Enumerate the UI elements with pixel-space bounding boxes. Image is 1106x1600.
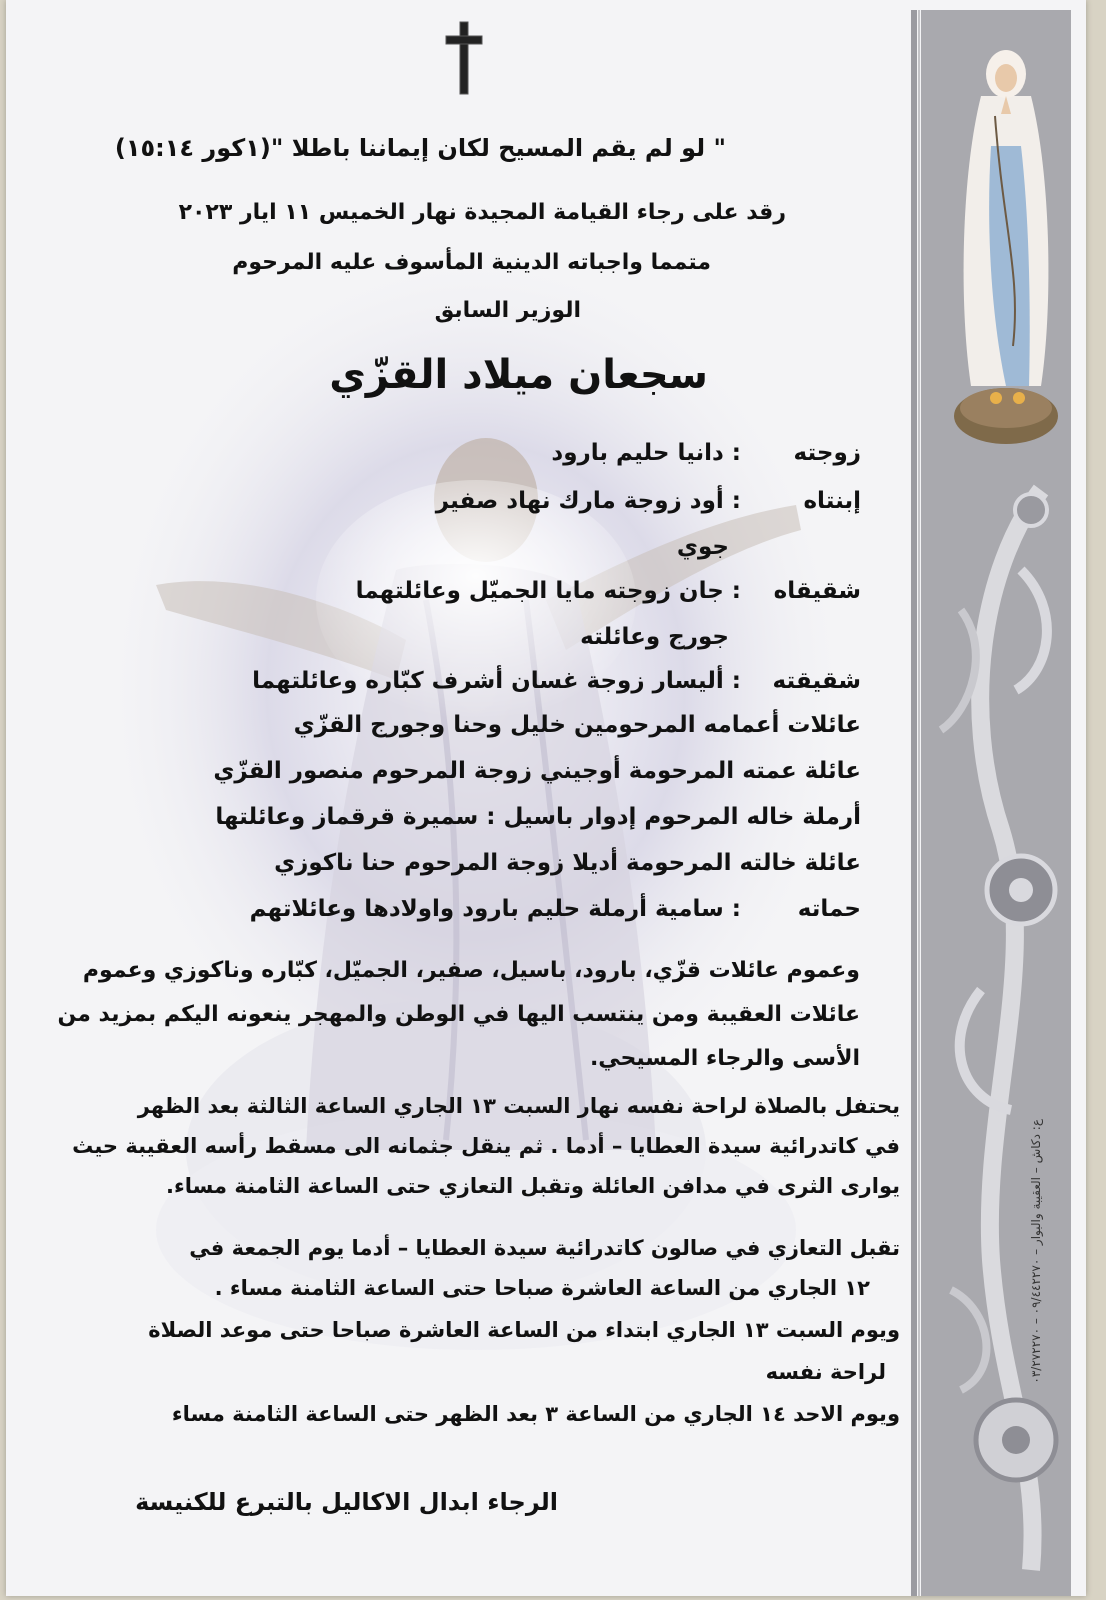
condolences-line: ويوم السبت ١٣ الجاري ابتداء من الساعة العاشرة صباحا حتى موعد الصلاة: [148, 1318, 900, 1342]
general-families-line: وعموم عائلات قزّي، بارود، باسيل، صفير، الجميّل، كبّاره وناكوزي وعموم: [82, 958, 860, 983]
funeral-line: في كاتدرائية سيدة العطايا – أدما . ثم ينقل جثمانه الى مسقط رأسه العقيبة حيث: [72, 1134, 900, 1158]
condolences-line: لراحة نفسه: [765, 1360, 886, 1384]
funeral-line: يوارى الثرى في مدافن العائلة وتقبل التعازي حتى الساعة الثامنة مساء.: [166, 1174, 900, 1198]
relative-row: [677, 534, 861, 560]
relative-value: : دانيا حليم بارود: [551, 440, 741, 466]
relative-label: إبنتاه: [803, 488, 861, 514]
relative-value: : أود زوجة مارك نهاد صفير: [435, 488, 741, 514]
virgin-mary-statue-icon: [951, 26, 1061, 446]
relative-label: شقيقاه: [773, 578, 861, 604]
printer-credit: [1029, 1119, 1043, 1135]
relative-row: [580, 624, 861, 650]
condolences-line: تقبل التعازي في صالون كاتدرائية سيدة العطايا – أدما يوم الجمعة في: [189, 1236, 900, 1260]
extended-family-line: أرملة خاله المرحوم إدوار باسيل : سميرة قرقماز وعائلتها: [215, 804, 861, 830]
deceased-name: سجعان ميلاد القزّي: [329, 352, 708, 398]
obituary-sheet: [6, 0, 1086, 1596]
relative-value: : سامية أرملة حليم بارود واولادها وعائلاتهم: [249, 896, 741, 922]
relative-label: شقيقته: [772, 668, 861, 694]
extended-family-line: عائلات أعمامه المرحومين خليل وحنا وجورج القزّي: [293, 712, 861, 738]
closing-note: الرجاء ابدال الاكاليل بالتبرع للكنيسة: [135, 1488, 558, 1516]
bible-verse: " لو لم يقم المسيح لكان إيماننا باطلا "(١كور ١٥:١٤): [114, 134, 726, 162]
relative-value: جورج وعائلته: [580, 624, 729, 650]
relative-row: [436, 488, 861, 514]
relative-label: حماته: [797, 896, 861, 922]
relative-value: : جان زوجته مايا الجميّل وعائلتهما: [355, 578, 741, 604]
relative-label: زوجته: [793, 440, 861, 466]
relative-row: [551, 440, 861, 466]
relative-row: [356, 578, 861, 604]
relative-row: [250, 896, 861, 922]
announcement-line: الوزير السابق: [434, 298, 581, 323]
extended-family-line: عائلة عمته المرحومة أوجيني زوجة المرحوم منصور القزّي: [213, 758, 861, 784]
condolences-line: ١٢ الجاري من الساعة العاشرة صباحا حتى الساعة الثامنة مساء .: [214, 1276, 870, 1300]
cross-icon: [444, 20, 484, 96]
relative-label: [741, 534, 861, 560]
general-families-line: الأسى والرجاء المسيحي.: [589, 1046, 860, 1071]
relative-row: [252, 668, 861, 694]
extended-family-line: عائلة خالته المرحومة أديلا زوجة المرحوم حنا ناكوزي: [274, 850, 861, 876]
relative-value: جوي: [676, 534, 729, 560]
general-families-line: عائلات العقيبة ومن ينتسب اليها في الوطن والمهجر ينعونه اليكم بمزيد من: [57, 1002, 860, 1027]
condolences-line: ويوم الاحد ١٤ الجاري من الساعة ٣ بعد الظهر حتى الساعة الثامنة مساء: [171, 1402, 900, 1426]
announcement-line: رقد على رجاء القيامة المجيدة نهار الخميس ١١ ايار ٢٠٢٣: [178, 200, 786, 225]
relative-value: : أليسار زوجة غسان أشرف كبّاره وعائلتهما: [252, 668, 741, 694]
funeral-line: يحتفل بالصلاة لراحة نفسه نهار السبت ١٣ الجاري الساعة الثالثة بعد الظهر: [137, 1094, 900, 1118]
announcement-line: متمما واجباته الدينية المأسوف عليه المرحوم: [232, 250, 711, 275]
relative-label: [741, 624, 861, 650]
